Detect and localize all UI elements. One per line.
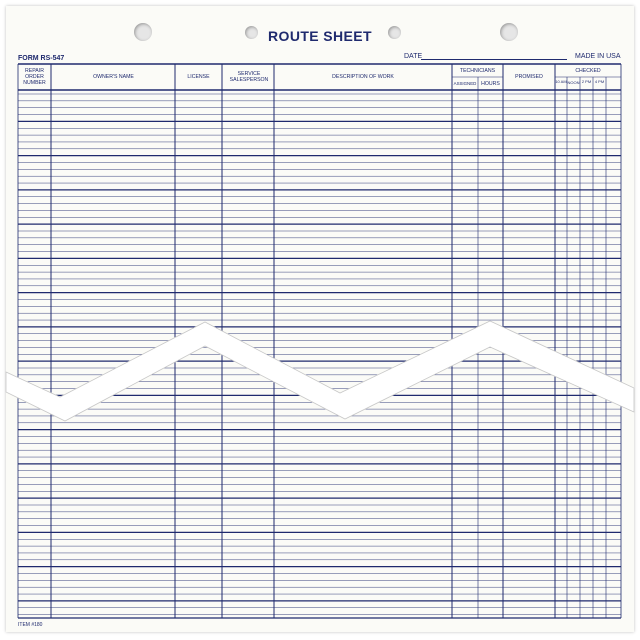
sheet-title: ROUTE SHEET [268,28,372,44]
torn-section-overlay [6,321,634,421]
made-in-label: MADE IN USA [575,53,621,60]
header-technicians: TECHNICIANS [459,68,496,74]
header-checked-2pm: 2 PM [581,79,592,84]
header-assigned: ASSIGNED [453,81,477,86]
header-service-salesperson: SERVICE SALESPERSON [229,71,269,83]
header-checked: CHECKED [575,68,601,74]
header-hours: HOURS [481,81,500,87]
header-checked-10am: 10 AM [555,79,567,84]
header-owners-name: OWNER'S NAME [93,74,134,80]
header-description: DESCRIPTION OF WORK [332,74,394,80]
header-promised: PROMISED [515,74,543,80]
header-repair-order: REPAIR ORDER NUMBER [23,68,46,86]
date-label: DATE [404,53,423,60]
form-number: FORM RS-547 [18,55,65,62]
header-checked-noon: NOON [567,80,580,85]
header-checked-4pm: 4 PM [594,79,605,84]
header-license: LICENSE [187,74,210,80]
item-number: ITEM #180 [18,622,43,628]
